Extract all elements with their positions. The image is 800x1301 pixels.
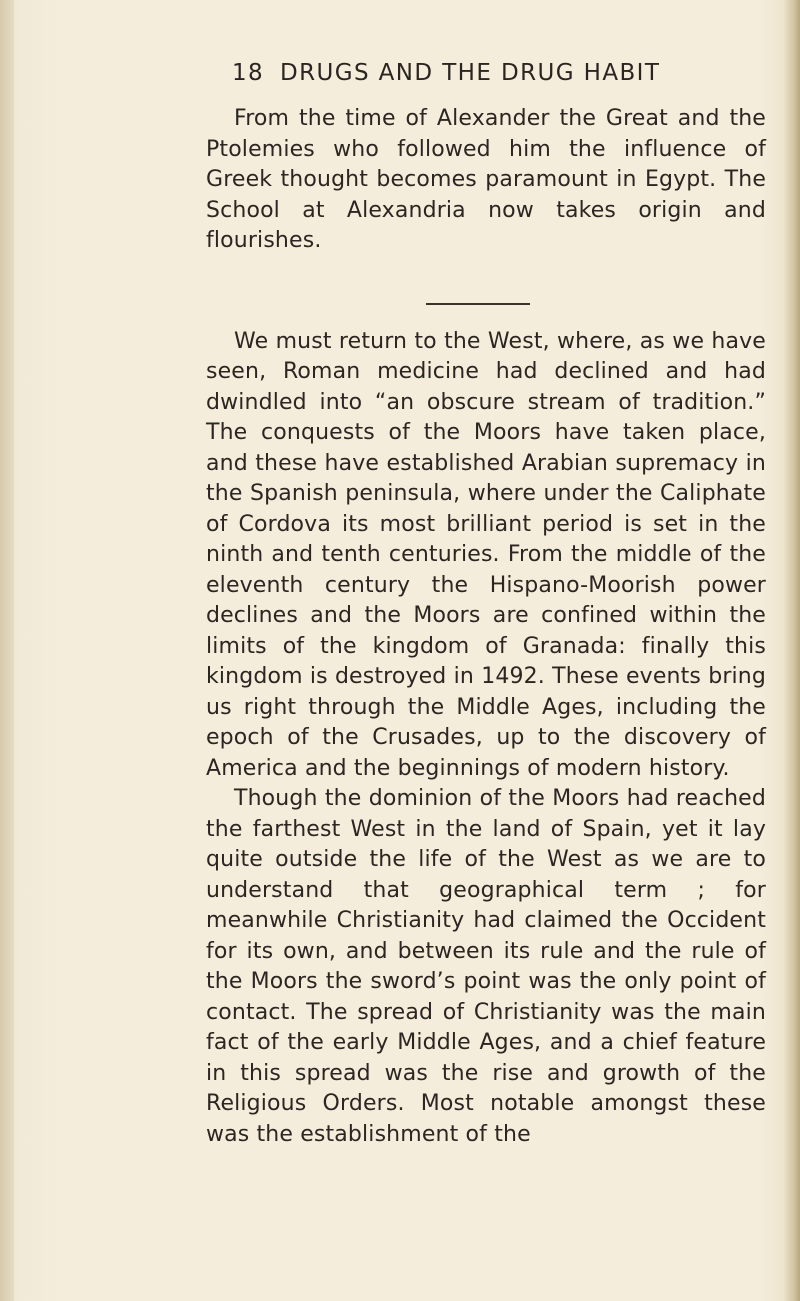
paragraph: We must return to the West, where, as we have seen, Roman medicine had declined and had dwindled into “an obscure stream of tradition.” The conquests of the Moors have taken place, and these have established Arabian supremacy in the Spanish peninsula, where under the Caliphate of Cordova its most brilliant period is set in the ninth and tenth centuries. From the middle of the eleventh century the Hispano-Moorish power declines and the Moors are confined within the limits of the kingdom of Granada: finally this kingdom is destroyed in 1492. These events bring us right through the Middle Ages, including the epoch of the Crusades, up to the discovery of America and the beginnings of modern history. [206,328,766,781]
running-head [232,60,792,86]
page-number: 18 [232,60,265,86]
page-gutter [0,0,14,1301]
body-text [206,104,766,1150]
section-divider [426,303,530,305]
paragraph: From the time of Alexander the Great and the Ptolemies who followed him the influence of Greek thought becomes paramount in Egypt. The School at Alexandria now takes origin and flourishes. [206,106,766,253]
page-edge [784,0,800,1301]
running-title: DRUGS AND THE DRUG HABIT [280,60,661,86]
paragraph: Though the dominion of the Moors had reached the farthest West in the land of Spain, yet it lay quite outside the life of the West as we are to understand that geographical term ; for meanwhile Christianity had claimed the Occident for its own, and between its rule and the rule of the Moors the sword’s point was the only point of contact. The spread of Christianity was the main fact of the early Middle Ages, and a chief feature in this spread was the rise and growth of the Religious Orders. Most notable amongst these was the establishment of the [206,786,766,1147]
